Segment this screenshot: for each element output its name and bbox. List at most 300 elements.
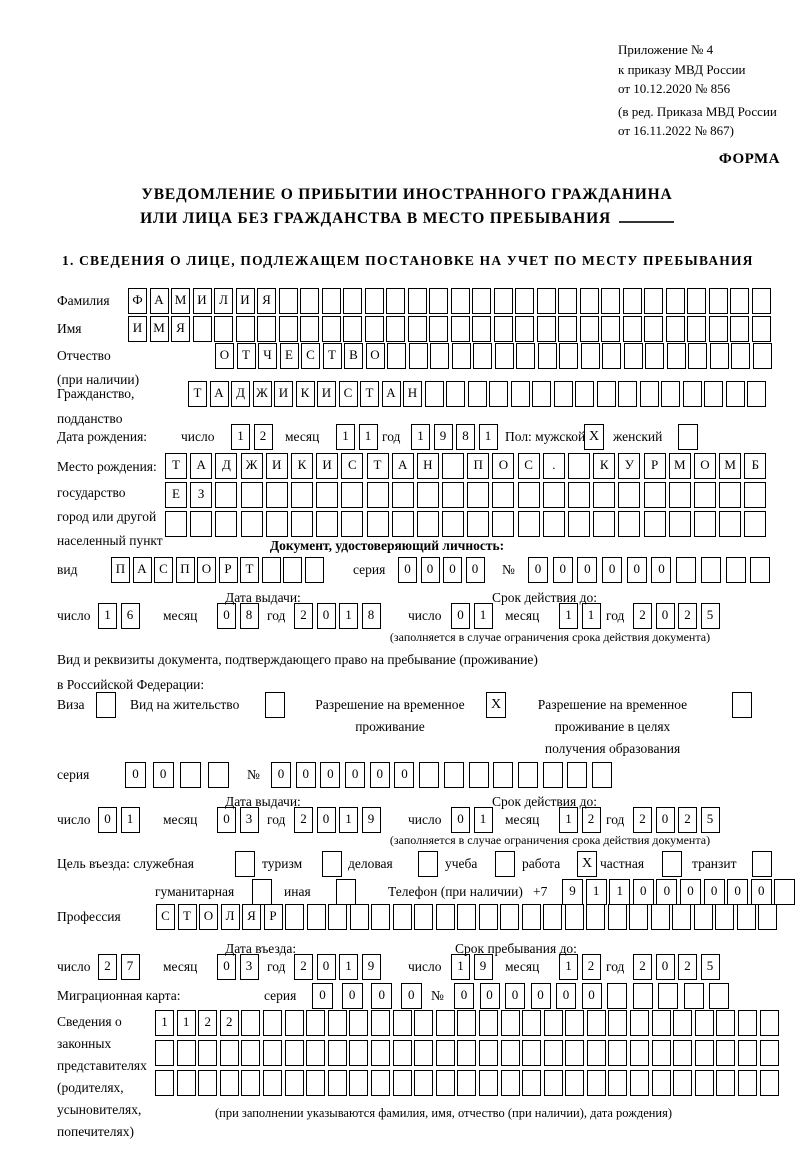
char-cell: [716, 1040, 735, 1066]
char-cell: 0: [98, 807, 117, 833]
birth-day-label: число: [181, 429, 215, 444]
permit-number-label: №: [247, 767, 260, 782]
char-cell: [190, 511, 212, 537]
char-cell: [322, 316, 341, 342]
char-cell: [262, 557, 281, 583]
char-cell: 1: [479, 424, 498, 450]
char-cell: [593, 482, 615, 508]
char-cell: [651, 904, 670, 930]
char-cell: 1: [474, 603, 493, 629]
char-cell: [241, 1070, 260, 1096]
stay-year-label: год: [606, 959, 625, 974]
char-cell: 0: [454, 983, 474, 1009]
doc-issue-year-cells: [294, 603, 384, 629]
char-cell: [565, 1010, 584, 1036]
char-cell: [608, 1010, 627, 1036]
char-cell: 2: [582, 807, 601, 833]
char-cell: П: [111, 557, 130, 583]
char-cell: У: [618, 453, 640, 479]
char-cell: Р: [219, 557, 238, 583]
char-cell: Л: [221, 904, 240, 930]
char-cell: 1: [582, 603, 601, 629]
char-cell: Т: [367, 453, 389, 479]
char-cell: [652, 1010, 671, 1036]
migration-series-cells: [312, 983, 430, 1009]
char-cell: [492, 482, 514, 508]
char-cell: [667, 343, 686, 369]
char-cell: [305, 557, 324, 583]
char-cell: Б: [744, 453, 766, 479]
header-line: к приказу МВД России: [618, 61, 746, 77]
char-cell: А: [190, 453, 212, 479]
char-cell: [695, 1040, 714, 1066]
char-cell: [198, 1040, 217, 1066]
birthplace-label-1: Место рождения:: [57, 459, 157, 474]
char-cell: 1: [559, 603, 578, 629]
doc-issue-month-label: месяц: [163, 608, 198, 623]
char-cell: 0: [531, 983, 551, 1009]
purpose-official-checkbox: [235, 851, 255, 877]
purpose-other-checkbox: [336, 879, 356, 905]
char-cell: [489, 381, 508, 407]
char-cell: 0: [345, 762, 365, 788]
char-cell: Н: [403, 381, 422, 407]
char-cell: 0: [577, 557, 597, 583]
char-cell: П: [176, 557, 195, 583]
purpose-humanitarian-label: гуманитарная: [155, 884, 235, 899]
char-cell: [386, 288, 405, 314]
temp-permit-checkbox: X: [486, 692, 506, 718]
temp-edu-label-line3: получения образования: [544, 741, 681, 756]
char-cell: 0: [656, 954, 675, 980]
char-cell: [608, 1070, 627, 1096]
char-cell: [737, 904, 756, 930]
char-cell: 2: [294, 954, 313, 980]
char-cell: [177, 1070, 196, 1096]
char-cell: И: [193, 288, 212, 314]
char-cell: Р: [264, 904, 283, 930]
char-cell: 0: [505, 983, 525, 1009]
doc-valid-day-cells: [451, 603, 496, 629]
char-cell: [343, 316, 362, 342]
birth-month-cells: [336, 424, 381, 450]
purpose-private-label: частная: [600, 856, 645, 871]
purpose-work-checkbox: X: [577, 851, 597, 877]
char-cell: [479, 1070, 498, 1096]
phone-cells: [562, 879, 798, 905]
birth-date-label: Дата рождения:: [57, 429, 148, 444]
visa-checkbox: [96, 692, 116, 718]
temp-edu-label-line1: Разрешение на временное: [537, 697, 688, 712]
migration-number-cells: [454, 983, 735, 1009]
char-cell: Т: [240, 557, 259, 583]
char-cell: [592, 762, 612, 788]
char-cell: 0: [727, 879, 748, 905]
char-cell: [587, 1070, 606, 1096]
char-cell: [730, 288, 749, 314]
purpose-humanitarian-checkbox: [252, 879, 272, 905]
migration-card-label: Миграционная карта:: [57, 988, 181, 1003]
char-cell: 9: [474, 954, 493, 980]
char-cell: [165, 511, 187, 537]
char-cell: .: [543, 453, 565, 479]
char-cell: [522, 1040, 541, 1066]
char-cell: [215, 482, 237, 508]
purpose-study-checkbox: [495, 851, 515, 877]
patronymic-note: (при наличии): [57, 372, 140, 387]
residence-permit-checkbox: [265, 692, 285, 718]
char-cell: [673, 1040, 692, 1066]
form-title-line2: ИЛИ ЛИЦА БЕЗ ГРАЖДАНСТВА В МЕСТО ПРЕБЫВАНИЯ: [140, 210, 611, 227]
char-cell: [322, 288, 341, 314]
char-cell: [442, 482, 464, 508]
permit-issue-day-cells: [98, 807, 143, 833]
char-cell: 1: [339, 807, 358, 833]
char-cell: [198, 1070, 217, 1096]
char-cell: [365, 288, 384, 314]
char-cell: [575, 381, 594, 407]
char-cell: 2: [633, 603, 652, 629]
char-cell: 0: [443, 557, 462, 583]
char-cell: [215, 511, 237, 537]
temp-permit-label-line1: Разрешение на временное: [315, 697, 465, 712]
birthplace-cells-row3: [165, 511, 770, 537]
char-cell: 2: [98, 954, 117, 980]
char-cell: 2: [294, 603, 313, 629]
char-cell: 1: [474, 807, 493, 833]
char-cell: [306, 1010, 325, 1036]
char-cell: [349, 1070, 368, 1096]
char-cell: [760, 1010, 779, 1036]
char-cell: [640, 381, 659, 407]
char-cell: 2: [678, 954, 697, 980]
header-line: от 16.11.2022 № 867): [618, 123, 735, 138]
char-cell: [537, 316, 556, 342]
char-cell: К: [593, 453, 615, 479]
stay-day-label: число: [408, 959, 442, 974]
forma-label: ФОРМА: [718, 151, 780, 167]
char-cell: [279, 316, 298, 342]
char-cell: С: [154, 557, 173, 583]
permit-valid-until-label: Срок действия до:: [492, 794, 597, 809]
char-cell: [760, 1070, 779, 1096]
char-cell: 0: [451, 603, 470, 629]
char-cell: 2: [633, 807, 652, 833]
char-cell: 1: [339, 603, 358, 629]
doc-kind-cells: [111, 557, 326, 583]
doc-issue-day-cells: [98, 603, 143, 629]
char-cell: [316, 511, 338, 537]
char-cell: [236, 316, 255, 342]
char-cell: [710, 343, 729, 369]
char-cell: 1: [609, 879, 630, 905]
representatives-label-1: Сведения о: [57, 1014, 122, 1029]
char-cell: [558, 316, 577, 342]
char-cell: 0: [317, 954, 336, 980]
birth-day-cells: [231, 424, 276, 450]
char-cell: 8: [456, 424, 475, 450]
sex-male-label: Пол: мужской: [505, 429, 586, 444]
phone-label: Телефон (при наличии): [388, 884, 523, 899]
char-cell: [291, 511, 313, 537]
char-cell: О: [492, 453, 514, 479]
char-cell: [586, 904, 605, 930]
char-cell: [393, 1070, 412, 1096]
char-cell: [214, 316, 233, 342]
char-cell: 0: [125, 762, 146, 788]
char-cell: [587, 1010, 606, 1036]
char-cell: [624, 343, 643, 369]
char-cell: 7: [121, 954, 140, 980]
entry-month-label: месяц: [163, 959, 198, 974]
char-cell: [731, 343, 750, 369]
char-cell: [544, 1040, 563, 1066]
char-cell: [155, 1070, 174, 1096]
char-cell: [414, 1010, 433, 1036]
char-cell: Т: [360, 381, 379, 407]
char-cell: Л: [214, 288, 233, 314]
char-cell: [695, 1010, 714, 1036]
char-cell: [645, 343, 664, 369]
char-cell: [684, 983, 704, 1009]
char-cell: 0: [556, 983, 576, 1009]
doc-valid-note: (заполняется в случае ограничения срока действия документа): [389, 630, 711, 644]
char-cell: [495, 343, 514, 369]
birthplace-cells-row2: [165, 482, 770, 508]
form-title-line2-wrap: [57, 206, 757, 232]
char-cell: Ф: [128, 288, 147, 314]
entry-year-label: год: [267, 959, 286, 974]
doc-series-cells: [398, 557, 488, 583]
purpose-study-label: учеба: [445, 856, 478, 871]
char-cell: 0: [398, 557, 417, 583]
char-cell: М: [719, 453, 741, 479]
char-cell: [436, 904, 455, 930]
char-cell: [468, 381, 487, 407]
form-title-line1: УВЕДОМЛЕНИЕ О ПРИБЫТИИ ИНОСТРАННОГО ГРАЖДАНИНА: [141, 186, 673, 203]
char-cell: [193, 316, 212, 342]
char-cell: О: [694, 453, 716, 479]
purpose-work-label: работа: [522, 856, 561, 871]
citizenship-label-2: подданство: [57, 411, 123, 426]
char-cell: 2: [678, 603, 697, 629]
char-cell: 0: [401, 983, 422, 1009]
char-cell: О: [366, 343, 385, 369]
char-cell: [558, 288, 577, 314]
char-cell: [554, 381, 573, 407]
char-cell: [307, 904, 326, 930]
surname-label: Фамилия: [57, 293, 110, 308]
char-cell: Д: [215, 453, 237, 479]
char-cell: [669, 511, 691, 537]
char-cell: М: [171, 288, 190, 314]
char-cell: 1: [177, 1010, 196, 1036]
char-cell: [365, 316, 384, 342]
char-cell: [687, 316, 706, 342]
char-cell: [709, 316, 728, 342]
char-cell: И: [274, 381, 293, 407]
char-cell: [543, 762, 563, 788]
permit-valid-year-label: год: [606, 812, 625, 827]
purpose-tourism-label: туризм: [262, 856, 303, 871]
char-cell: [543, 511, 565, 537]
identity-doc-heading: Документ, удостоверяющий личность:: [269, 538, 505, 553]
char-cell: [515, 316, 534, 342]
birthplace-cells-row1: [165, 453, 770, 479]
char-cell: Д: [231, 381, 250, 407]
char-cell: [467, 511, 489, 537]
doc-issue-date-label: Дата выдачи:: [225, 590, 301, 605]
char-cell: [567, 762, 587, 788]
char-cell: [593, 511, 615, 537]
char-cell: [623, 288, 642, 314]
char-cell: [285, 1070, 304, 1096]
representatives-cells-row2: [155, 1040, 781, 1066]
char-cell: 0: [370, 762, 390, 788]
char-cell: [285, 1010, 304, 1036]
char-cell: [559, 343, 578, 369]
doc-number-label: №: [502, 562, 515, 577]
stay-year-cells: [633, 954, 723, 980]
char-cell: [493, 762, 513, 788]
char-cell: [565, 1070, 584, 1096]
char-cell: [669, 482, 691, 508]
temp-permit-label: [300, 694, 480, 738]
purpose-transit-label: транзит: [692, 856, 737, 871]
char-cell: С: [518, 453, 540, 479]
char-cell: 0: [466, 557, 485, 583]
char-cell: [709, 983, 729, 1009]
given-name-label: Имя: [57, 321, 82, 336]
char-cell: [350, 904, 369, 930]
char-cell: 0: [656, 603, 675, 629]
given-name-cells: [128, 316, 773, 342]
char-cell: [608, 1040, 627, 1066]
profession-label: Профессия: [57, 909, 121, 924]
char-cell: [306, 1070, 325, 1096]
char-cell: В: [344, 343, 363, 369]
char-cell: 2: [582, 954, 601, 980]
char-cell: С: [339, 381, 358, 407]
char-cell: [417, 482, 439, 508]
char-cell: [738, 1070, 757, 1096]
representatives-label-2: законных: [57, 1036, 112, 1051]
char-cell: 0: [451, 807, 470, 833]
char-cell: [608, 904, 627, 930]
char-cell: 8: [240, 603, 259, 629]
char-cell: [543, 904, 562, 930]
char-cell: 0: [342, 983, 363, 1009]
doc-valid-year-cells: [633, 603, 723, 629]
char-cell: 2: [294, 807, 313, 833]
char-cell: [392, 482, 414, 508]
char-cell: Т: [188, 381, 207, 407]
char-cell: [730, 316, 749, 342]
char-cell: [472, 316, 491, 342]
birthplace-label-4: населенный пункт: [57, 533, 163, 548]
char-cell: [565, 904, 584, 930]
char-cell: [652, 1070, 671, 1096]
char-cell: [630, 1010, 649, 1036]
char-cell: 0: [371, 983, 392, 1009]
char-cell: 3: [240, 807, 259, 833]
char-cell: 3: [240, 954, 259, 980]
permit-issue-year-cells: [294, 807, 384, 833]
char-cell: 0: [296, 762, 316, 788]
char-cell: [316, 482, 338, 508]
char-cell: [747, 381, 766, 407]
char-cell: Р: [644, 453, 666, 479]
char-cell: 5: [701, 807, 720, 833]
char-cell: [709, 288, 728, 314]
char-cell: 0: [271, 762, 291, 788]
char-cell: [618, 482, 640, 508]
char-cell: Т: [165, 453, 187, 479]
char-cell: Е: [165, 482, 187, 508]
char-cell: [581, 343, 600, 369]
profession-cells: [156, 904, 780, 930]
char-cell: [436, 1040, 455, 1066]
char-cell: Н: [417, 453, 439, 479]
phone-prefix: +7: [533, 884, 548, 899]
char-cell: [672, 904, 691, 930]
char-cell: О: [197, 557, 216, 583]
char-cell: И: [128, 316, 147, 342]
char-cell: [408, 316, 427, 342]
char-cell: 0: [553, 557, 573, 583]
char-cell: 1: [231, 424, 250, 450]
char-cell: [241, 1040, 260, 1066]
char-cell: 0: [217, 807, 236, 833]
char-cell: 0: [656, 807, 675, 833]
char-cell: Я: [257, 288, 276, 314]
doc-issue-year-label: год: [267, 608, 286, 623]
char-cell: 9: [434, 424, 453, 450]
char-cell: [753, 343, 772, 369]
permit-issue-month-cells: [217, 807, 262, 833]
char-cell: [494, 316, 513, 342]
char-cell: [602, 343, 621, 369]
char-cell: [473, 343, 492, 369]
char-cell: 0: [751, 879, 772, 905]
char-cell: [568, 453, 590, 479]
char-cell: [544, 1070, 563, 1096]
representatives-label-4: (родителях,: [57, 1080, 124, 1095]
char-cell: И: [266, 453, 288, 479]
char-cell: 2: [254, 424, 273, 450]
purpose-transit-checkbox: [752, 851, 772, 877]
char-cell: [409, 343, 428, 369]
doc-series-label: серия: [353, 562, 386, 577]
char-cell: 9: [562, 879, 583, 905]
char-cell: [537, 288, 556, 314]
char-cell: 0: [153, 762, 174, 788]
char-cell: [220, 1040, 239, 1066]
char-cell: [511, 381, 530, 407]
char-cell: [618, 511, 640, 537]
char-cell: [501, 1070, 520, 1096]
char-cell: К: [291, 453, 313, 479]
patronymic-cells: [215, 343, 774, 369]
char-cell: [285, 1040, 304, 1066]
char-cell: Ч: [258, 343, 277, 369]
char-cell: [568, 482, 590, 508]
char-cell: [414, 904, 433, 930]
doc-valid-month-label: месяц: [505, 608, 540, 623]
char-cell: [715, 904, 734, 930]
char-cell: 2: [198, 1010, 217, 1036]
char-cell: [300, 316, 319, 342]
